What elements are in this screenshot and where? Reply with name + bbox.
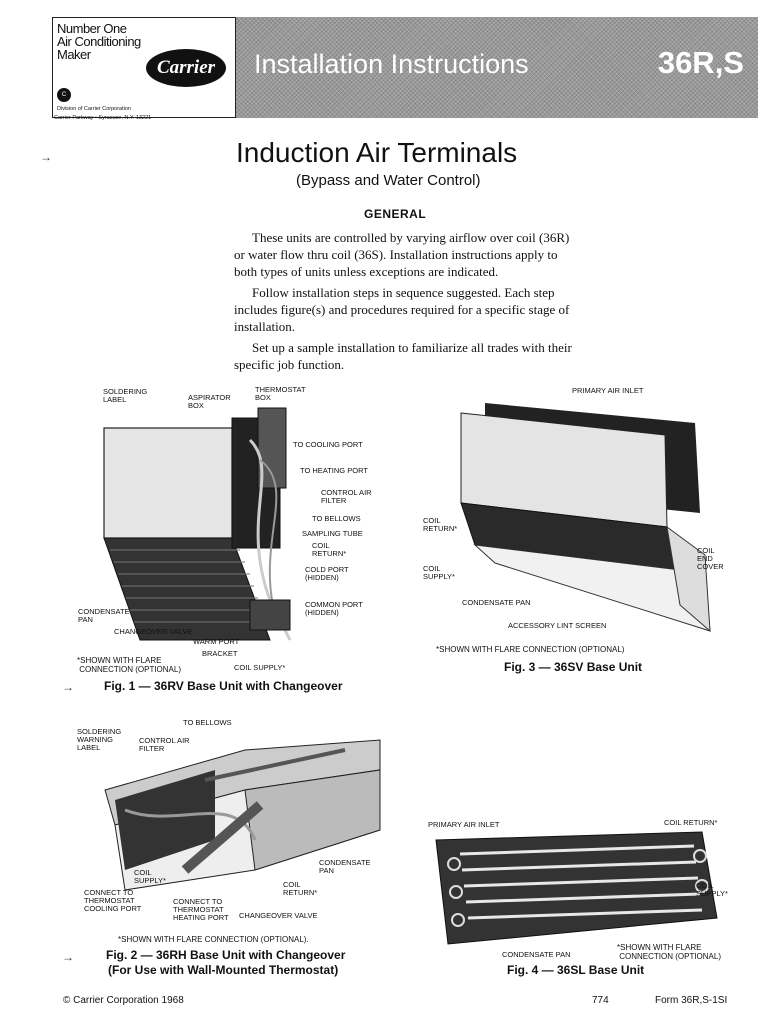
carrier-logo-box xyxy=(52,17,236,118)
fig4-label-coil-supply: COIL SUPPLY* xyxy=(696,881,728,898)
paragraph-1: These units are controlled by varying airflow over coil (36R) or water flow thru coil (36S). Installation instructions apply to both types of units unless exceptions are indicated. xyxy=(234,230,570,279)
fig1-label-coil-supply: COIL SUPPLY* xyxy=(234,663,286,672)
fig3-label-coil-return: COIL RETURN* xyxy=(423,516,458,533)
fig1-label-thermostat: THERMOSTAT BOX xyxy=(255,385,306,402)
page-subtitle: (Bypass and Water Control) xyxy=(296,172,481,189)
fig3-note: *SHOWN WITH FLARE CONNECTION (OPTIONAL) xyxy=(436,645,625,654)
header-banner xyxy=(236,17,758,118)
fig1-label-sampling: SAMPLING TUBE xyxy=(302,529,363,538)
fig4-label-primary-inlet: PRIMARY AIR INLET xyxy=(428,820,500,829)
paragraph-2: Follow installation steps in sequence suggested. Each step includes figure(s) and procedures required for a specific stage of installation. xyxy=(234,285,570,334)
fig1-illustration xyxy=(100,400,310,650)
slogan: Number One Air Conditioning Maker xyxy=(57,21,141,62)
fig2-caption-line1: Fig. 2 — 36RH Base Unit with Changeover xyxy=(106,948,346,962)
fig2-revision-arrow: → xyxy=(62,950,74,964)
page-title: Induction Air Terminals xyxy=(236,137,518,168)
banner-title: Installation Instructions xyxy=(254,49,529,79)
carrier-logo: Carrier xyxy=(146,49,226,87)
fig2-label-coil-supply: COIL SUPPLY* xyxy=(134,868,166,885)
fig1-revision-arrow: → xyxy=(62,680,74,694)
fig4-caption: Fig. 4 — 36SL Base Unit xyxy=(507,963,645,977)
fig1-label-coil-return: COIL RETURN* xyxy=(312,541,347,558)
fig3-label-primary-inlet: PRIMARY AIR INLET xyxy=(572,386,644,395)
model-code: 36R,S xyxy=(657,45,744,80)
fig1-label-common-port: COMMON PORT (HIDDEN) xyxy=(305,600,363,617)
fig1-label-soldering: SOLDERING LABEL xyxy=(103,387,148,404)
paragraph-3: Set up a sample installation to familiarize all trades with their specific job function. xyxy=(234,340,572,372)
fig2-label-coil-return: COIL RETURN* xyxy=(283,880,318,897)
fig1-label-bellows: TO BELLOWS xyxy=(312,514,361,523)
fig3-label-lint-screen: ACCESSORY LINT SCREEN xyxy=(508,621,607,630)
fig1-label-warm-port: WARM PORT xyxy=(193,637,240,646)
fig2-note: *SHOWN WITH FLARE CONNECTION (OPTIONAL). xyxy=(118,935,309,944)
fig2-label-bellows: TO BELLOWS xyxy=(183,718,232,727)
fig1-label-changeover: CHANGEOVER VALVE xyxy=(114,627,193,636)
fig4-note: *SHOWN WITH FLARE CONNECTION (OPTIONAL) xyxy=(617,943,722,961)
fig3-label-end-cover: COIL END COVER xyxy=(697,546,724,571)
fig1-label-cold-port: COLD PORT (HIDDEN) xyxy=(305,565,349,582)
corporate-mark-icon: C xyxy=(57,88,71,102)
fig1-label-control-filter: CONTROL AIR FILTER xyxy=(321,488,372,505)
fig2-label-control-filter: CONTROL AIR FILTER xyxy=(139,736,190,753)
fig4-label-condensate: CONDENSATE PAN xyxy=(502,950,571,959)
section-heading: GENERAL xyxy=(364,207,427,221)
fig1-label-condensate: CONDENSATE PAN xyxy=(78,607,130,624)
fig2-caption-line2: (For Use with Wall-Mounted Thermostat) xyxy=(108,963,339,977)
fig2-label-changeover: CHANGEOVER VALVE xyxy=(239,911,318,920)
fig4-label-coil-return: COIL RETURN* xyxy=(664,818,718,827)
form-number: Form 36R,S-1SI xyxy=(655,995,728,1006)
fig1-label-cooling-port: TO COOLING PORT xyxy=(293,440,363,449)
page-number: 774 xyxy=(592,995,609,1006)
fig1-label-heating-port: TO HEATING PORT xyxy=(300,466,368,475)
copyright: © Carrier Corporation 1968 xyxy=(63,995,184,1006)
fig3-label-condensate: CONDENSATE PAN xyxy=(462,598,531,607)
fig2-label-condensate: CONDENSATE PAN xyxy=(319,858,371,875)
fig2-label-heating-port: CONNECT TO THERMOSTAT HEATING PORT xyxy=(173,897,229,922)
fig1-note: *SHOWN WITH FLARE CONNECTION (OPTIONAL) xyxy=(77,656,182,674)
fig2-label-cooling-port: CONNECT TO THERMOSTAT COOLING PORT xyxy=(84,888,142,913)
revision-arrow: → xyxy=(40,150,52,164)
address-text: Carrier Parkway • Syracuse, N.Y. 13221 xyxy=(54,115,152,121)
division-text: Division of Carrier Corporation xyxy=(57,106,131,112)
fig2-label-soldering: SOLDERING WARNING LABEL xyxy=(77,727,122,752)
fig1-label-aspirator: ASPIRATOR BOX xyxy=(188,393,231,410)
fig3-label-coil-supply: COIL SUPPLY* xyxy=(423,564,455,581)
fig1-caption: Fig. 1 — 36RV Base Unit with Changeover xyxy=(104,679,343,693)
fig1-label-bracket: BRACKET xyxy=(202,649,238,658)
fig4-illustration xyxy=(432,828,722,948)
fig3-caption: Fig. 3 — 36SV Base Unit xyxy=(504,660,643,674)
